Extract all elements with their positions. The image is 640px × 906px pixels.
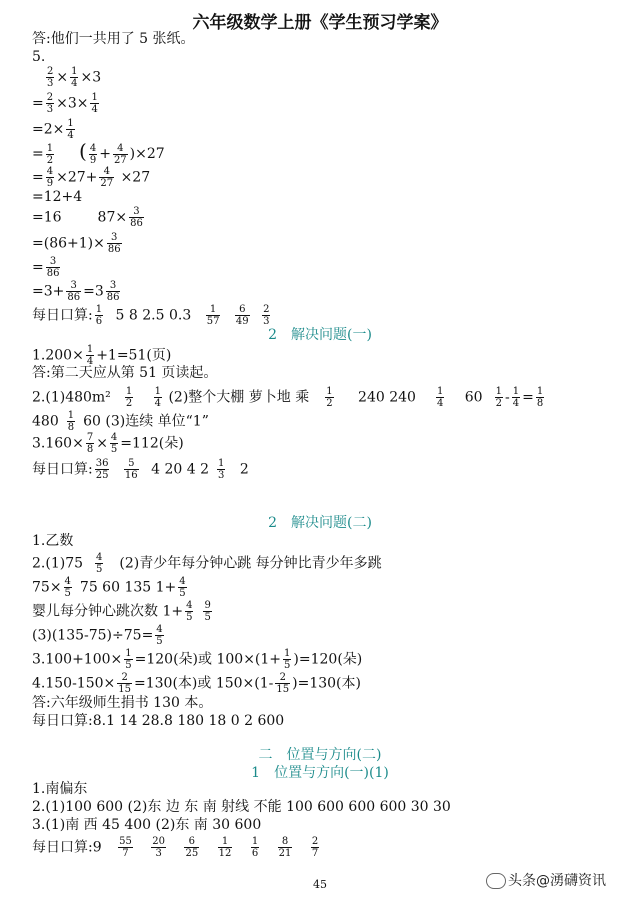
mental-math-line: 每日口算: $\frac{36}{25}$ $\frac{5}{16}$ 4 20 4 2 $\frac{1}{3}$ 2 (32, 458, 249, 481)
calc-line: = $\frac{2}{3}$ ×3× $\frac{1}{4}$ (32, 92, 98, 115)
calc-line: $\frac{2}{3}$ × $\frac{1}{4}$ ×3 (47, 66, 102, 89)
answer-line: 3.(1)南 西 45 400 (2)东 南 30 600 (32, 817, 262, 833)
calc-line: = $\frac{4}{9}$ ×27+ $\frac{4}{27}$ ×27 (32, 166, 151, 189)
page-number: 45 (313, 878, 327, 891)
calc-line: =12+4 (32, 189, 83, 205)
answer-line: 答:第二天应从第 51 页读起。 (32, 365, 218, 381)
calc-line: 4.150-150× $\frac{2}{15}$ =130(本)或 150×(1- $\frac{2}{15}$ )=130(本) (32, 672, 361, 695)
page-title: 六年级数学上册《学生预习学案》 (192, 13, 448, 33)
watermark: 头条@湧礴资讯 (486, 870, 606, 890)
calc-line: =(86+1)× $\frac{3}{86}$ (32, 232, 121, 255)
calc-line: (3)(135-75)÷75= $\frac{4}{5}$ (32, 624, 163, 647)
fraction: $\frac{1}{4}$ (71, 66, 78, 89)
calc-line: 3.100+100× $\frac{1}{5}$ =120(朵)或 100×(1+ $\frac{1}{5}$ )=120(朵) (32, 648, 363, 671)
answer-line: 答:六年级师生捐书 130 本。 (32, 695, 213, 711)
calc-line: 3.160× $\frac{7}{8}$ × $\frac{4}{5}$ =112(朵) (32, 432, 184, 455)
answer-line: 2.(1)75 $\frac{4}{5}$ (2)青少年每分钟心跳 每分钟比青少年多跳 (32, 552, 382, 575)
answer-line: 答:他们一共用了 5 张纸。 (32, 31, 195, 47)
chapter-heading: 二 位置与方向(二) (258, 747, 382, 763)
answer-line: 480 $\frac{1}{8}$ 60 (3)连续 单位“1” (32, 410, 209, 433)
calc-line: 1.200× $\frac{1}{4}$ +1=51(页) (32, 344, 172, 367)
calc-line: =16 87× $\frac{3}{86}$ (32, 206, 143, 229)
mental-math-line: 每日口算:8.1 14 28.8 180 18 0 2 600 (32, 713, 285, 729)
answer-line: 2.(1)100 600 (2)东 边 东 南 射线 不能 100 600 600 600 30 30 (32, 799, 451, 815)
calc-line: =3+ $\frac{3}{86}$ =3 $\frac{3}{86}$ (32, 280, 120, 303)
chat-bubble-icon (486, 873, 506, 889)
answer-line: 75× $\frac{4}{5}$ 75 60 135 1+ $\frac{4}{5}$ (32, 576, 186, 599)
calc-line: =2× $\frac{1}{4}$ (32, 118, 74, 141)
section-heading: 1 位置与方向(一)(1) (251, 765, 389, 781)
answer-line: 1.乙数 (32, 533, 74, 549)
section-heading: 2 解决问题(一) (268, 327, 372, 343)
answer-line: 1.南偏东 (32, 781, 88, 797)
section-heading: 2 解决问题(二) (268, 515, 372, 531)
calc-line: = $\frac{1}{2}$ ( $\frac{4}{9}$ + $\frac{4}{27}$ )×27 (32, 139, 165, 166)
mental-math-line: 每日口算: $\frac{1}{6}$ 5 8 2.5 0.3 $\frac{1}{57}$ $\frac{6}{49}$ $\frac{2}{3}$ (32, 304, 270, 327)
mental-math-line: 每日口算:9 $\frac{55}{7}$ $\frac{20}{3}$ $\frac{6}{25}$ $\frac{1}{12}$ $\frac{1}{6}$ $\frac{8}{21}$ $\frac{2}{7}$ (32, 836, 319, 859)
answer-line: 婴儿每分钟心跳次数 1+ $\frac{4}{5}$ $\frac{9}{5}$ (32, 600, 211, 623)
answer-line: 2.(1)480m² $\frac{1}{2}$ $\frac{1}{4}$ (2)整个大棚 萝卜地 乘 $\frac{1}{2}$ 240 240 $\frac{1}{4}$ 60 $\frac{1}{2}$ - $\frac{1}{4}$ = $\frac{1}{8}$ (32, 386, 544, 409)
calc-line: = $\frac{3}{86}$ (32, 256, 60, 279)
problem-number: 5. (32, 49, 46, 65)
fraction: $\frac{2}{3}$ (47, 66, 54, 89)
